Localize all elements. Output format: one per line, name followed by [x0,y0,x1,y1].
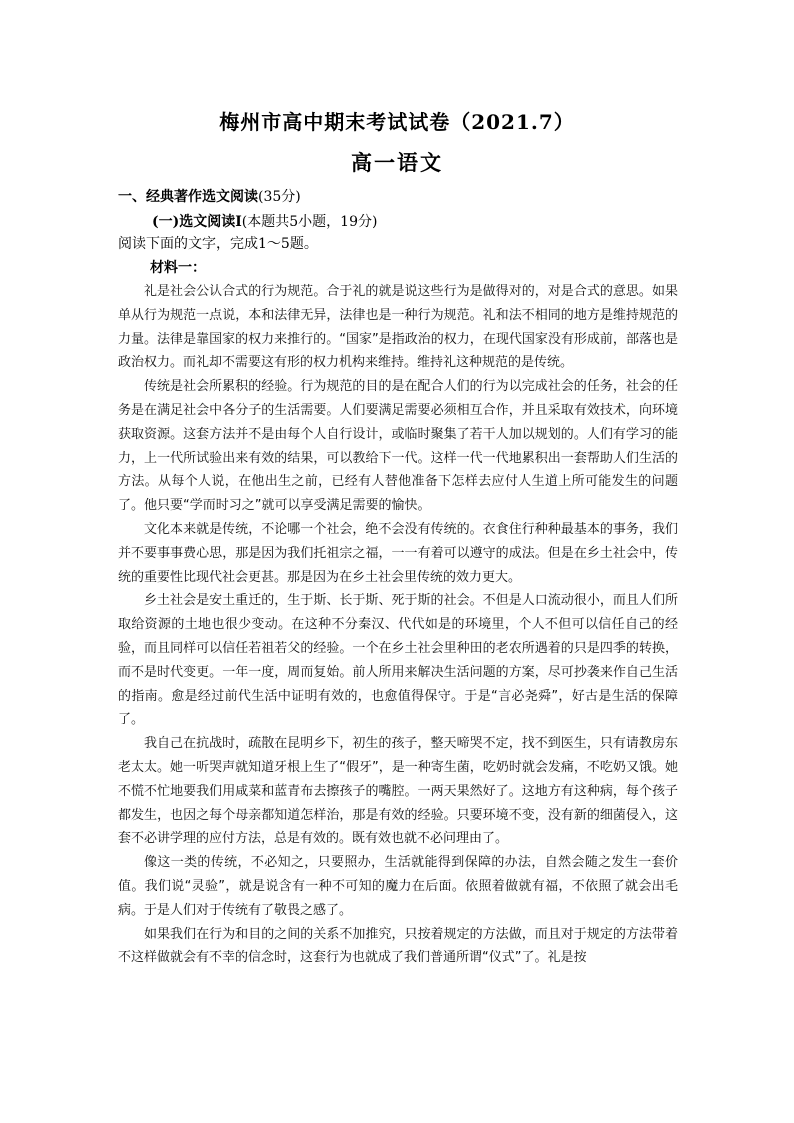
passage-paragraph: 礼是社会公认合式的行为规范。合于礼的就是说这些行为是做得对的，对是合式的意思。如果单从行为规范一点说，本和法律无异，法律也是一种行为规范。礼和法不相同的地方是维持规范的力量。法律是靠国家的权力来推行的。“国家”是指政治的权力，在现代国家没有形成前，部落也是政治权力。而礼却不需要这有形的权力机构来维持。维持礼这种规范的是传统。 [118,284,678,371]
subsection-heading-text: (一)选文阅读Ⅰ [152,214,242,230]
exam-title: 梅州市高中期末考试试卷（2021.7） [219,110,575,134]
passage-paragraph: 如果我们在行为和目的之间的关系不加推究，只按着规定的方法做，而且对于规定的方法带着不这样做就会有不幸的信念时，这套行为也就成了我们普通所谓“仪式”了。礼是按 [118,926,678,966]
subsection-info: (本题共5小题，19分) [241,214,378,230]
subsection-heading [152,211,377,231]
section-points: (35分) [258,189,301,205]
material-label: 材料一： [150,260,206,276]
exam-subject: 高一语文 [351,150,443,175]
passage-paragraph: 乡土社会是安土重迁的，生于斯、长于斯、死于斯的社会。不但是人口流动很小，而且人们所取给资源的土地也很少变动。在这种不分秦汉、代代如是的环境里，个人不但可以信任自己的经验，而且同样可以信任若祖若父的经验。一个在乡土社会里种田的老农所遇着的只是四季的转换，而不是时代变更。一年一度，周而复始。前人所用来解决生活问题的方案，尽可抄袭来作自己生活的指南。愈是经过前代生活中证明有效的，也愈值得保守。于是“言必尧舜”，好古是生活的保障了。 [118,593,678,728]
section-heading [118,186,301,206]
passage-paragraph: 像这一类的传统，不必知之，只要照办，生活就能得到保障的办法，自然会随之发生一套价值。我们说“灵验”，就是说含有一种不可知的魔力在后面。依照着做就有福，不依照了就会出毛病。于是人们对于传统有了敬畏之感了。 [118,855,678,918]
passage-paragraph: 文化本来就是传统，不论哪一个社会，绝不会没有传统的。衣食住行种种最基本的事务，我们并不要事事费心思，那是因为我们托祖宗之福，一一有着可以遵守的成法。但是在乡土社会中，传统的重要性比现代社会更甚。那是因为在乡土社会里传统的效力更大。 [118,521,678,585]
passage-paragraph: 我自己在抗战时，疏散在昆明乡下，初生的孩子，整天啼哭不定，找不到医生，只有请教房东老太太。她一听哭声就知道牙根上生了“假牙”，是一种寄生菌，吃奶时就会发痛，不吃奶又饿。她不慌不忙地要我们用咸菜和蓝青布去擦孩子的嘴腔。一两天果然好了。这地方有这种病，每个孩子都发生，也因之每个母亲都知道怎样治，那是有效的经验。只要环境不变，没有新的细菌侵入，这套不必讲学理的应付方法，总是有效的。既有效也就不必问理由了。 [118,736,678,847]
section-heading-text: 一、经典著作选文阅读 [118,189,258,205]
passage-paragraph: 传统是社会所累积的经验。行为规范的目的是在配合人们的行为以完成社会的任务，社会的任务是在满足社会中各分子的生活需要。人们要满足需要必须相互合作，并且采取有效技术，向环境获取资源。这套方法并不是由每个人自行设计，或临时聚集了若干人加以规划的。人们有学习的能力，上一代所试验出来有效的结果，可以教给下一代。这样一代一代地累积出一套帮助人们生活的方法。从每个人说，在他出生之前，已经有人替他准备下怎样去应付人生道上所可能发生的问题了。他只要“学而时习之”就可以享受满足需要的愉快。 [118,379,678,514]
reading-instruction: 阅读下面的文字，完成1～5题。 [118,236,318,252]
reading-passage [118,280,678,970]
